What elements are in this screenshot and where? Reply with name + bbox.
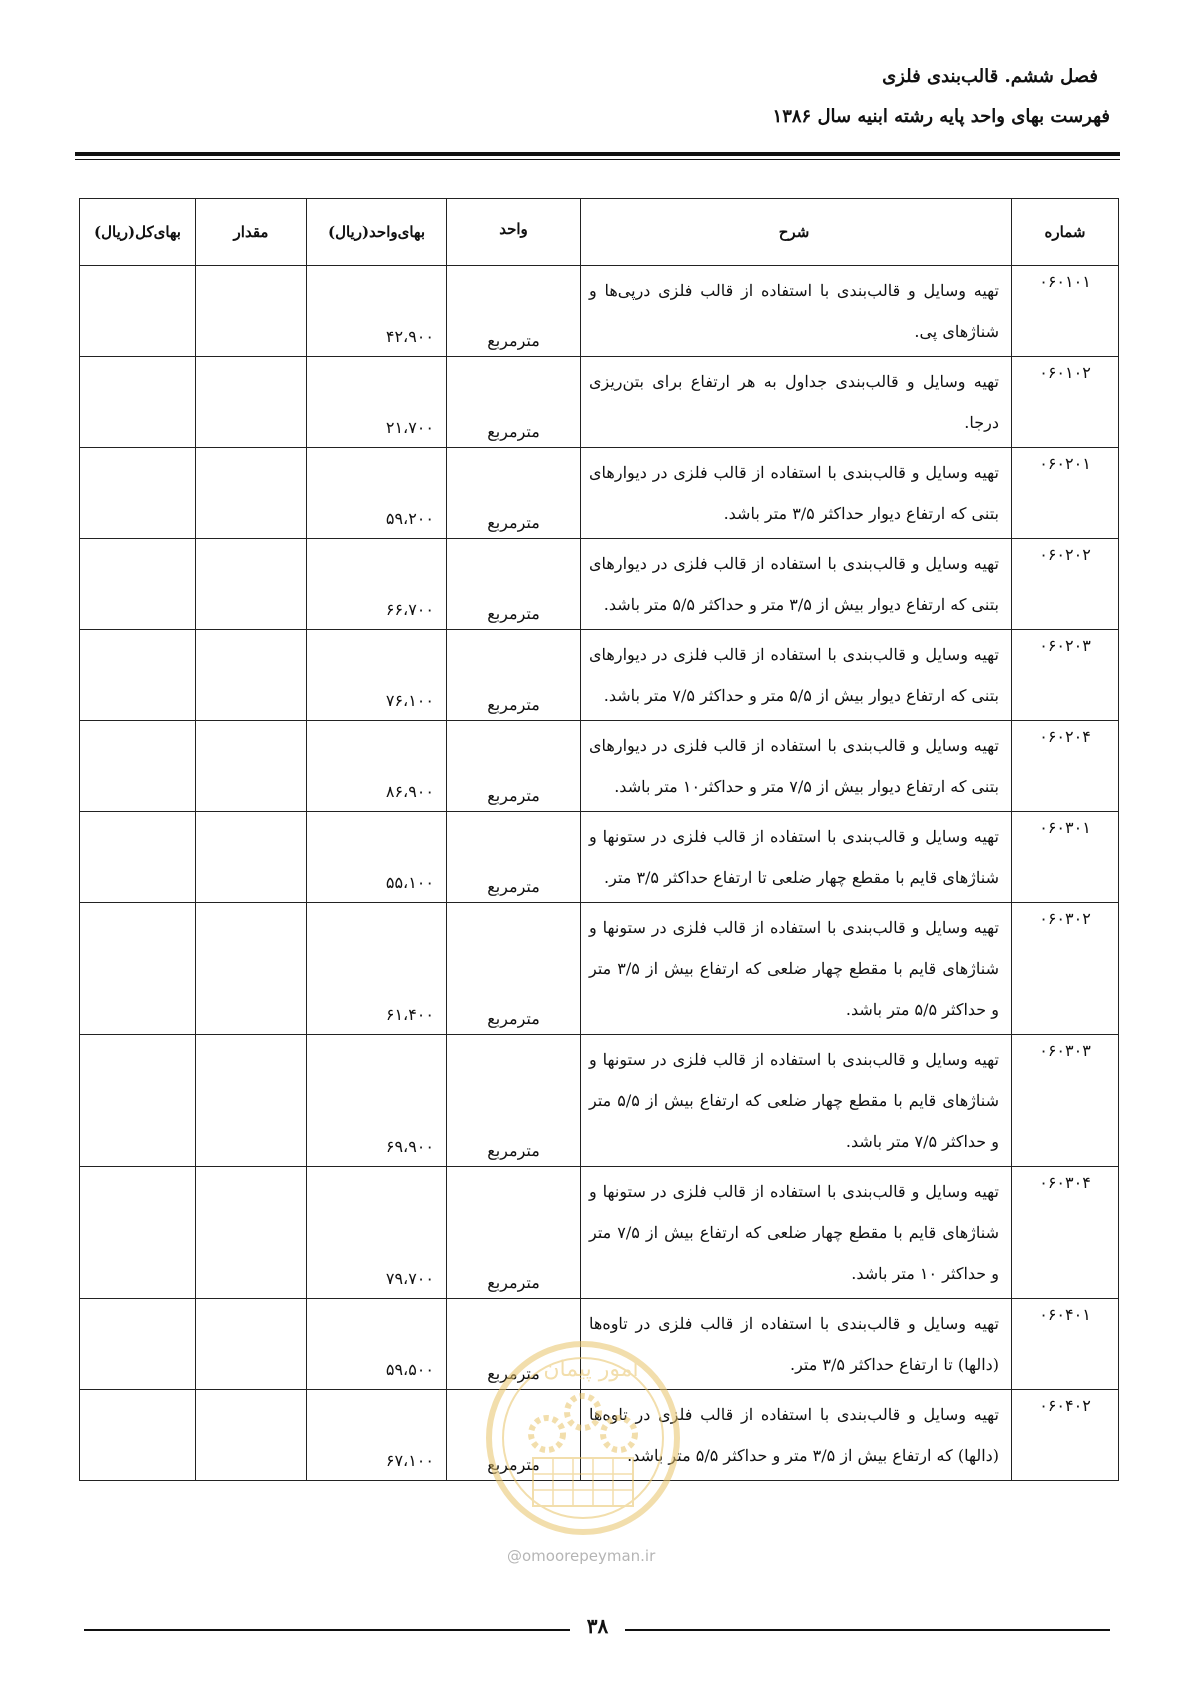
item-quantity bbox=[196, 266, 307, 357]
header-rule-thin bbox=[75, 159, 1120, 160]
item-description: تهیه وسایل و قالب‌بندی با استفاده از قالب فلزی در تاوه‌ها (دالها) تا ارتفاع حداکثر ۳/۵ متر. bbox=[581, 1299, 1012, 1390]
item-unit-price: ۵۹،۲۰۰ bbox=[307, 448, 447, 539]
item-total bbox=[80, 630, 196, 721]
column-header-total: بهای‌کل(ریال) bbox=[80, 199, 196, 266]
item-description: تهیه وسایل و قالب‌بندی با استفاده از قالب فلزی در ستونها و شناژهای قایم با مقطع چهار ضلعی که ارتفاع بیش از ۳/۵ متر و حداکثر ۵/۵ متر باشد. bbox=[581, 903, 1012, 1035]
item-unit-price: ۶۹،۹۰۰ bbox=[307, 1035, 447, 1167]
item-total bbox=[80, 812, 196, 903]
item-quantity bbox=[196, 1035, 307, 1167]
item-quantity bbox=[196, 448, 307, 539]
item-description: تهیه وسایل و قالب‌بندی با استفاده از قالب فلزی در دیوارهای بتنی که ارتفاع دیوار بیش از ۳/۵ متر و حداکثر ۵/۵ متر باشد. bbox=[581, 539, 1012, 630]
table-row bbox=[80, 812, 1119, 903]
header-rule-thick bbox=[75, 152, 1120, 156]
item-quantity bbox=[196, 1390, 307, 1481]
item-unit: مترمربع bbox=[447, 266, 581, 357]
item-description: تهیه وسایل و قالب‌بندی با استفاده از قالب فلزی در ستونها و شناژهای قایم با مقطع چهار ضلعی که ارتفاع بیش از ۷/۵ متر و حداکثر ۱۰ متر باشد. bbox=[581, 1167, 1012, 1299]
item-code: ۰۶۰۳۰۲ bbox=[1012, 903, 1119, 1035]
item-code: ۰۶۰۲۰۲ bbox=[1012, 539, 1119, 630]
item-unit-price: ۶۱،۴۰۰ bbox=[307, 903, 447, 1035]
item-total bbox=[80, 721, 196, 812]
table-row bbox=[80, 266, 1119, 357]
item-total bbox=[80, 357, 196, 448]
item-unit-price: ۸۶،۹۰۰ bbox=[307, 721, 447, 812]
footer-rule-right bbox=[625, 1629, 1110, 1631]
item-unit: مترمربع bbox=[447, 1390, 581, 1481]
item-code: ۰۶۰۱۰۱ bbox=[1012, 266, 1119, 357]
item-description: تهیه وسایل و قالب‌بندی با استفاده از قالب فلزی در تاوه‌ها (دالها) که ارتفاع بیش از ۳/۵ متر و حداکثر ۵/۵ متر باشد. bbox=[581, 1390, 1012, 1481]
item-description: تهیه وسایل و قالب‌بندی با استفاده از قالب فلزی در دیوارهای بتنی که ارتفاع دیوار بیش از ۷/۵ متر و حداکثر۱۰ متر باشد. bbox=[581, 721, 1012, 812]
item-total bbox=[80, 1167, 196, 1299]
item-unit: مترمربع bbox=[447, 1035, 581, 1167]
item-unit: مترمربع bbox=[447, 1167, 581, 1299]
item-unit-price: ۶۶،۷۰۰ bbox=[307, 539, 447, 630]
item-unit: مترمربع bbox=[447, 721, 581, 812]
item-code: ۰۶۰۲۰۱ bbox=[1012, 448, 1119, 539]
column-header-unit: واحد bbox=[447, 199, 581, 266]
item-unit-price: ۲۱،۷۰۰ bbox=[307, 357, 447, 448]
column-header-description: شرح bbox=[581, 199, 1012, 266]
item-code: ۰۶۰۲۰۴ bbox=[1012, 721, 1119, 812]
item-description: تهیه وسایل و قالب‌بندی با استفاده از قالب فلزی در دیوارهای بتنی که ارتفاع دیوار حداکثر ۳/۵ متر باشد. bbox=[581, 448, 1012, 539]
item-unit-price: ۷۶،۱۰۰ bbox=[307, 630, 447, 721]
chapter-title: فصل ششم. قالب‌بندی فلزی bbox=[882, 66, 1098, 87]
item-unit: مترمربع bbox=[447, 357, 581, 448]
item-unit-price: ۷۹،۷۰۰ bbox=[307, 1167, 447, 1299]
table-row bbox=[80, 1035, 1119, 1167]
column-header-code: شماره bbox=[1012, 199, 1119, 266]
item-total bbox=[80, 1390, 196, 1481]
table-row bbox=[80, 357, 1119, 448]
item-total bbox=[80, 1299, 196, 1390]
item-quantity bbox=[196, 630, 307, 721]
item-unit-price: ۵۵،۱۰۰ bbox=[307, 812, 447, 903]
item-code: ۰۶۰۱۰۲ bbox=[1012, 357, 1119, 448]
table-row bbox=[80, 1167, 1119, 1299]
table-header-row bbox=[80, 199, 1119, 266]
price-list-title: فهرست بهای واحد پایه رشته ابنیه سال ۱۳۸۶ bbox=[772, 106, 1110, 127]
item-unit-price: ۵۹،۵۰۰ bbox=[307, 1299, 447, 1390]
item-description: تهیه وسایل و قالب‌بندی با استفاده از قالب فلزی در ستونها و شناژهای قایم با مقطع چهار ضلعی تا ارتفاع حداکثر ۳/۵ متر. bbox=[581, 812, 1012, 903]
table-row bbox=[80, 721, 1119, 812]
table-row bbox=[80, 903, 1119, 1035]
item-quantity bbox=[196, 721, 307, 812]
page-header bbox=[70, 62, 1110, 132]
item-unit: مترمربع bbox=[447, 630, 581, 721]
item-quantity bbox=[196, 539, 307, 630]
item-quantity bbox=[196, 903, 307, 1035]
item-unit: مترمربع bbox=[447, 1299, 581, 1390]
item-total bbox=[80, 539, 196, 630]
price-table bbox=[79, 198, 1119, 1481]
item-total bbox=[80, 903, 196, 1035]
item-quantity bbox=[196, 357, 307, 448]
item-total bbox=[80, 266, 196, 357]
watermark-logo-text: امور پیمان bbox=[543, 1357, 639, 1382]
watermark-logo bbox=[483, 1338, 683, 1538]
column-header-quantity: مقدار bbox=[196, 199, 307, 266]
item-unit: مترمربع bbox=[447, 448, 581, 539]
item-code: ۰۶۰۳۰۱ bbox=[1012, 812, 1119, 903]
watermark-seal-icon bbox=[489, 1344, 677, 1532]
item-unit: مترمربع bbox=[447, 903, 581, 1035]
item-unit: مترمربع bbox=[447, 539, 581, 630]
table-row bbox=[80, 630, 1119, 721]
table-row bbox=[80, 539, 1119, 630]
item-code: ۰۶۰۴۰۲ bbox=[1012, 1390, 1119, 1481]
item-code: ۰۶۰۳۰۴ bbox=[1012, 1167, 1119, 1299]
item-code: ۰۶۰۴۰۱ bbox=[1012, 1299, 1119, 1390]
item-unit: مترمربع bbox=[447, 812, 581, 903]
item-description: تهیه وسایل و قالب‌بندی با استفاده از قالب فلزی در دیوارهای بتنی که ارتفاع دیوار بیش از ۵/۵ متر و حداکثر ۷/۵ متر باشد. bbox=[581, 630, 1012, 721]
item-unit-price: ۶۷،۱۰۰ bbox=[307, 1390, 447, 1481]
item-total bbox=[80, 1035, 196, 1167]
item-code: ۰۶۰۳۰۳ bbox=[1012, 1035, 1119, 1167]
item-code: ۰۶۰۲۰۳ bbox=[1012, 630, 1119, 721]
item-description: تهیه وسایل و قالب‌بندی جداول به هر ارتفاع برای بتن‌ریزی درجا. bbox=[581, 357, 1012, 448]
item-quantity bbox=[196, 1167, 307, 1299]
item-total bbox=[80, 448, 196, 539]
watermark-site: @omoorepeyman.ir bbox=[507, 1547, 656, 1565]
item-quantity bbox=[196, 1299, 307, 1390]
item-description: تهیه وسایل و قالب‌بندی با استفاده از قالب فلزی در ستونها و شناژهای قایم با مقطع چهار ضلعی که ارتفاع بیش از ۵/۵ متر و حداکثر ۷/۵ متر باشد. bbox=[581, 1035, 1012, 1167]
table-row bbox=[80, 448, 1119, 539]
item-quantity bbox=[196, 812, 307, 903]
column-header-unit-price: بهای‌واحد(ریال) bbox=[307, 199, 447, 266]
page-number: ۳۸ bbox=[586, 1614, 609, 1638]
item-unit-price: ۴۲،۹۰۰ bbox=[307, 266, 447, 357]
footer-rule-left bbox=[84, 1629, 570, 1631]
item-description: تهیه وسایل و قالب‌بندی با استفاده از قالب فلزی درپی‌ها و شناژهای پی. bbox=[581, 266, 1012, 357]
